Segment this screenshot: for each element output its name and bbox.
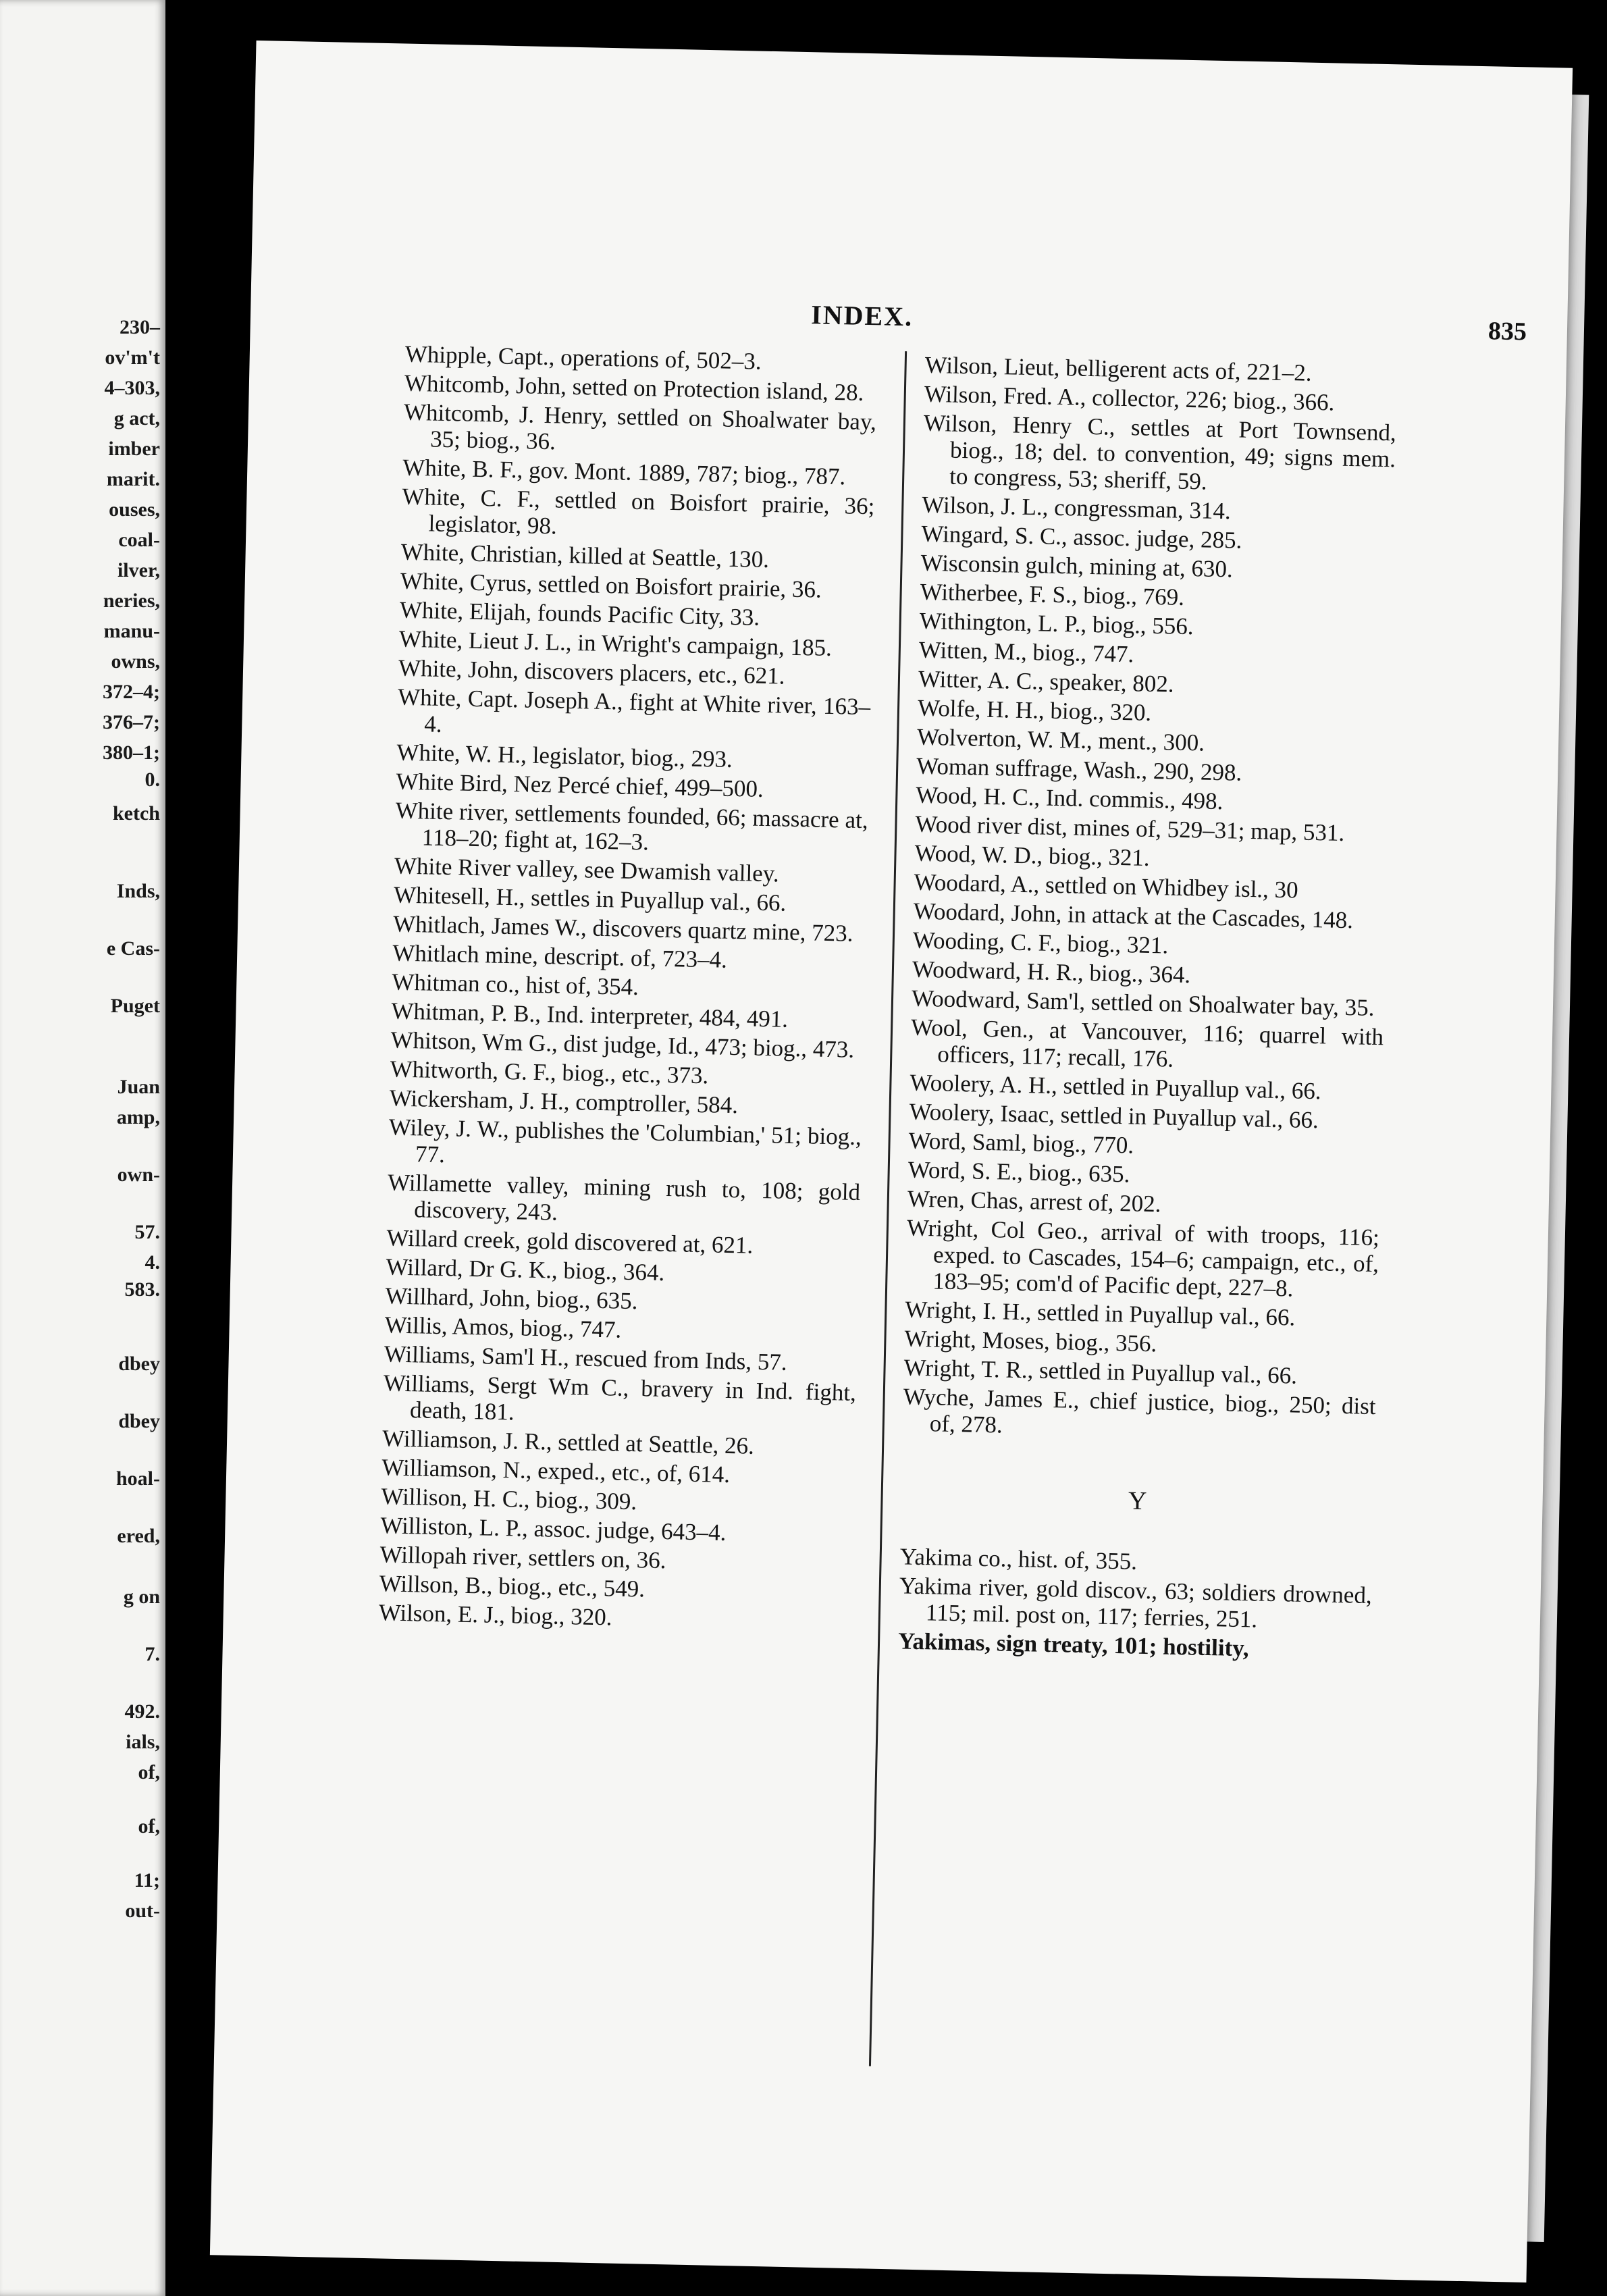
facing-page-text-fragment: coal- [118,529,160,551]
index-entry: Woodard, A., settled on Whidbey isl., 30 [914,868,1299,904]
index-entry: Word, S. E., biog., 635. [907,1156,1130,1188]
y-entries [898,1543,1373,1664]
index-entry: Wolfe, H. H., biog., 320. [917,694,1152,726]
index-entry: White, B. F., gov. Mont. 1889, 787; biog., 787. [402,454,846,490]
index-entry: Whitworth, G. F., biog., etc., 373. [390,1055,709,1089]
index-entry: Wilson, Fred. A., collector, 226; biog., 366. [924,380,1335,416]
facing-page-text-fragment: Juan [117,1076,160,1098]
index-entry: Wilson, J. L., congressman, 314. [921,491,1232,525]
index-entry: Woodward, Sam'l, settled on Shoalwater bay, 35. [911,985,1375,1021]
index-entry: Wood, W. D., biog., 321. [914,839,1151,871]
index-entry: Whipple, Capt., operations of, 502–3. [404,340,762,375]
index-entry: Witten, M., biog., 747. [918,636,1134,668]
index-entry: Willis, Amos, biog., 747. [384,1311,622,1343]
facing-page-text-fragment: ilver, [117,559,160,581]
facing-page-text-fragment: dbey [118,1353,160,1375]
facing-page-text-fragment: 11; [134,1869,160,1891]
index-page [210,41,1573,2282]
facing-page-text-fragment: 372–4; [103,681,160,703]
index-entry: Witter, A. C., speaker, 802. [918,665,1175,698]
index-entry: White, John, discovers placers, etc., 621. [398,654,785,689]
index-entry: Willopah river, settlers on, 36. [379,1541,666,1574]
facing-page-text-fragment: 376–7; [103,711,160,733]
facing-page-text-fragment: dbey [118,1410,160,1432]
index-entry: Williamson, J. R., settled at Seattle, 26. [381,1425,755,1459]
facing-page-text-fragment: neries, [103,590,160,612]
index-entry: Wilson, Lieut, belligerent acts of, 221–2. [924,351,1313,386]
page-number: 835 [1487,317,1527,346]
index-entry: Whitcomb, J. Henry, settled on Shoalwater bay, 35; biog., 36. [403,398,877,455]
facing-page-text-fragment: Inds, [116,880,160,902]
index-entry: Willamette valley, mining rush to, 108; gold discovery, 243. [387,1169,861,1226]
facing-page-text-fragment: ov'm't [105,346,160,369]
index-entry: Willison, H. C., biog., 309. [381,1483,637,1515]
index-entry: Whitson, Wm G., dist judge, Id., 473; biog., 473. [390,1026,855,1063]
index-entry: Wisconsin gulch, mining at, 630. [920,549,1234,583]
index-entry: Woolery, Isaac, settled in Puyallup val., 66. [909,1098,1319,1134]
index-entry: White, Capt. Joseph A., fight at White river, 163–4. [397,683,871,737]
facing-page-text-fragment: owns, [111,650,160,673]
index-entry: Wright, Moses, biog., 356. [904,1325,1157,1357]
index-entry: White, Elijah, founds Pacific City, 33. [399,596,760,631]
index-entry: Wilson, E. J., biog., 320. [378,1599,612,1631]
index-entry: Whitman co., hist of, 354. [392,968,639,1001]
index-entry: Withington, L. P., biog., 556. [919,607,1194,640]
column-divider [869,351,907,2066]
index-entry: White, Christian, killed at Seattle, 130. [400,538,770,573]
index-entry: Witherbee, F. S., biog., 769. [920,578,1185,610]
index-entry: Wolverton, W. M., ment., 300. [916,723,1205,756]
index-entry: Wool, Gen., at Vancouver, 116; quarrel with officers, 117; recall, 176. [910,1014,1384,1072]
index-entry: Whitlach mine, descript. of, 723–4. [392,939,728,973]
index-entry: Wickersham, J. H., comptroller, 584. [389,1085,739,1119]
index-entry: Williston, L. P., assoc. judge, 643–4. [380,1512,727,1546]
index-entry: Wyche, James E., chief justice, biog., 250; dist of, 278. [903,1383,1376,1438]
facing-page-text-fragment: 4–303, [104,377,160,399]
facing-page-text-fragment: 492. [124,1700,160,1723]
index-entry: Yakima co., hist. of, 355. [899,1543,1138,1575]
index-entry: Whitcomb, John, setted on Protection island, 28. [404,369,864,406]
index-entry: White, C. F., settled on Boisfort prairie, 36; legislator, 98. [402,483,875,540]
facing-page-text-fragment: marit. [106,468,160,490]
index-entry: Yakima river, gold discov., 63; soldiers drowned, 115; mil. post on, 117; ferries, 251. [899,1572,1373,1633]
facing-page-text-fragment: 583. [124,1278,160,1301]
index-entry: White, W. H., legislator, biog., 293. [396,739,733,773]
facing-page-text-fragment: 0. [144,768,160,791]
facing-page-text-fragment: manu- [103,620,160,642]
facing-page-text-fragment: Puget [110,995,160,1017]
index-entry: White, Cyrus, settled on Boisfort prairie, 36. [400,567,822,603]
facing-page-text-fragment: g act, [113,407,160,429]
facing-page-text-fragment: of, [138,1815,160,1837]
facing-page-fragment [0,0,165,2296]
index-entry: Wright, Col Geo., arrival of with troops, 116; exped. to Cascades, 154–6; campaign, etc., of, 183–95; com'd of Pacific dept, 227–8. [906,1214,1380,1302]
facing-page-text-fragment: ered, [117,1525,160,1547]
facing-page-text-fragment: 380–1; [103,741,160,764]
facing-page-text-fragment: e Cas- [106,937,160,960]
index-entry: Wiley, J. W., publishes the 'Columbian,' 51; biog., 77. [388,1114,862,1168]
index-entry: Willard, Dr G. K., biog., 364. [386,1253,665,1286]
index-entry: White River valley, see Dwamish valley. [394,852,780,887]
facing-page-text-fragment: amp, [116,1106,160,1128]
index-entry: White Bird, Nez Percé chief, 499–500. [396,768,764,802]
index-entry: Willson, B., biog., etc., 549. [379,1570,646,1602]
facing-page-text-fragment: 7. [144,1643,160,1665]
index-entry: Willhard, John, biog., 635. [385,1282,638,1315]
facing-page-text-fragment: ials, [126,1731,160,1753]
facing-page-text-fragment: 230– [120,316,160,338]
index-entry: Whitman, P. B., Ind. interpreter, 484, 491. [391,997,789,1033]
index-entry: Williamson, N., exped., etc., of, 614. [381,1454,731,1488]
index-entry: Wood, H. C., Ind. commis., 498. [915,781,1223,815]
index-entry: Wood river dist, mines of, 529–31; map, 531. [915,810,1345,846]
facing-page-text-fragment: ouses, [109,498,160,521]
page-header-title: INDEX. [810,299,914,332]
facing-page-text-fragment: of, [138,1761,160,1783]
index-entry: Woman suffrage, Wash., 290, 298. [916,752,1242,786]
index-entry: Wilson, Henry C., settles at Port Townsend, biog., 18; del. to convention, 49; signs mem. to congress, 53; sheriff, 59. [923,409,1397,495]
index-entry: Wooding, C. F., biog., 321. [912,927,1169,959]
index-column-left [378,341,878,1638]
index-entry: Wren, Chas, arrest of, 202. [907,1185,1161,1218]
index-entry: Wright, I. H., settled in Puyallup val., 66. [905,1296,1296,1331]
section-letter-y: Y [1128,1486,1147,1516]
w-entries [902,352,1397,1446]
facing-page-text-fragment: 4. [144,1251,160,1274]
index-entry: Wright, T. R., settled in Puyallup val., 66. [903,1354,1298,1389]
index-entry: White, Lieut J. L., in Wright's campaign, 185. [398,625,833,661]
index-entry: Woodard, John, in attack at the Cascades, 148. [913,897,1354,934]
facing-page-text-fragment: 57. [134,1221,160,1243]
index-entry: Williams, Sam'l H., rescued from Inds, 57. [384,1340,788,1376]
index-entry: Yakimas, sign treaty, 101; hostility, [897,1627,1249,1662]
index-entry: White river, settlements founded, 66; massacre at, 118–20; fight at, 162–3. [395,797,868,856]
facing-page-text-fragment: own- [117,1164,160,1186]
index-entry: Willard creek, gold discovered at, 621. [386,1224,754,1259]
facing-page-text-fragment: ketch [113,802,160,825]
index-entry: Word, Saml, biog., 770. [908,1127,1134,1159]
index-entry: Whitlach, James W., discovers quartz mine, 723. [392,910,853,947]
index-entry: Williams, Sergt Wm C., bravery in Ind. fight, death, 181. [383,1369,857,1426]
index-entry: Wingard, S. C., assoc. judge, 285. [921,520,1242,554]
index-entry: Woolery, A. H., settled in Puyallup val., 66. [910,1069,1322,1105]
facing-page-text-fragment: g on [123,1586,160,1608]
index-column-right [898,352,1398,1667]
facing-page-text-fragment: imber [108,438,160,460]
index-entry: Woodward, H. R., biog., 364. [912,956,1191,989]
facing-page-text-fragment: hoal- [115,1467,160,1490]
facing-page-text-fragment: out- [125,1900,160,1922]
index-entry: Whitesell, H., settles in Puyallup val., 66. [393,881,787,916]
